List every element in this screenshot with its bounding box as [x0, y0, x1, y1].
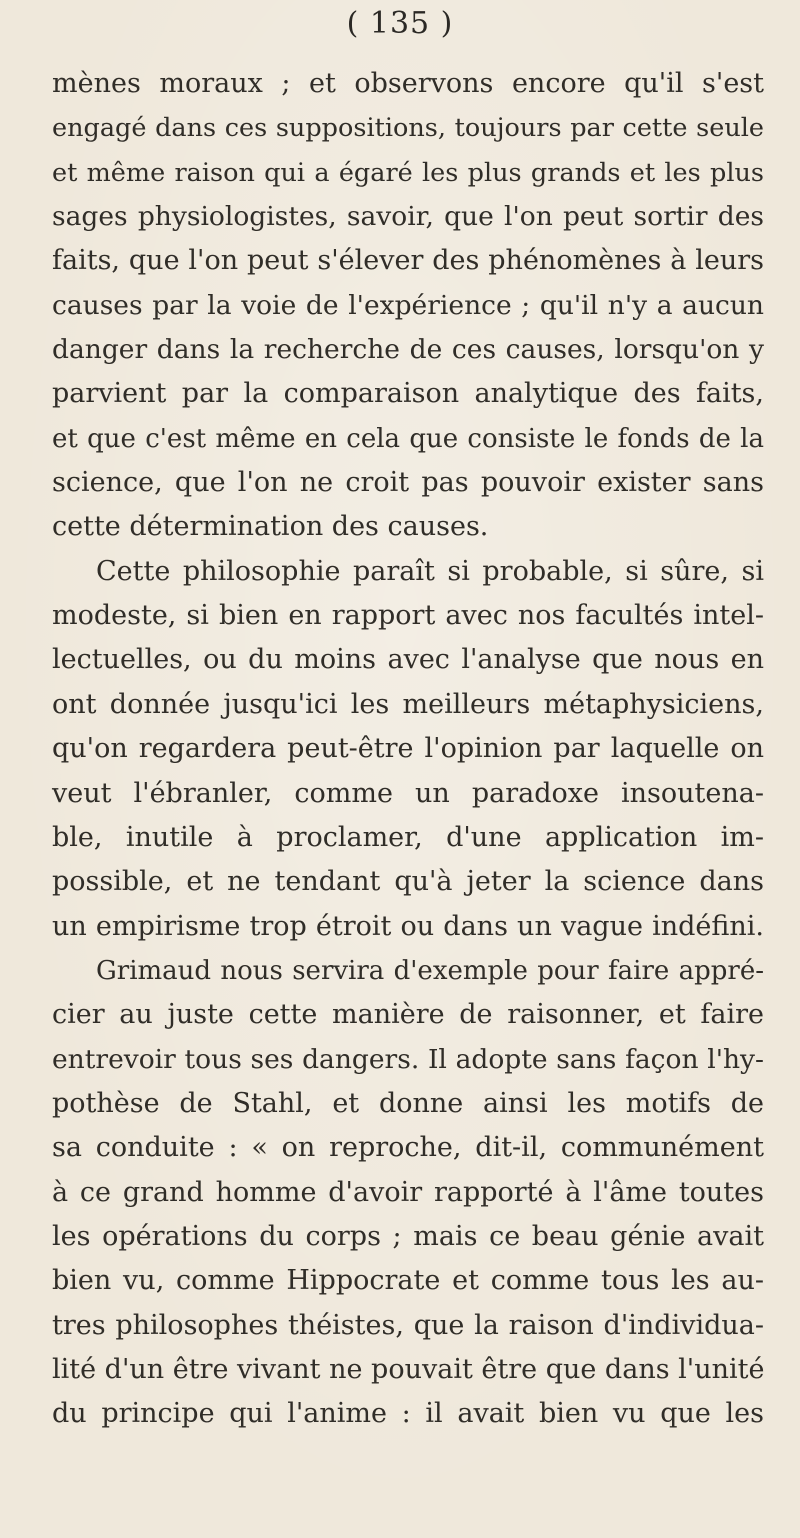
- text-line: cier au juste cette manière de raisonner, et faire: [52, 999, 764, 1031]
- text-line: cette détermination des causes.: [52, 511, 489, 543]
- text-line: Cette philosophie paraît si probable, si sûre, si: [96, 555, 764, 587]
- text-line: qu'on regardera peut-être l'opinion par laquelle on: [52, 733, 764, 765]
- text-line: science, que l'on ne croit pas pouvoir exister sans: [52, 467, 764, 499]
- text-line: engagé dans ces suppositions, toujours par cette seule: [52, 113, 764, 144]
- text-line: lité d'un être vivant ne pouvait être que dans l'unité: [52, 1353, 765, 1385]
- body-text: [52, 62, 764, 1437]
- text-line: et même raison qui a égaré les plus grands et les plus: [52, 157, 764, 188]
- page-number: ( 135 ): [346, 6, 454, 41]
- text-line: danger dans la recherche de ces causes, lorsqu'on y: [52, 334, 764, 366]
- text-line: bien vu, comme Hippocrate et comme tous les au-: [52, 1265, 764, 1297]
- text-line: ont donnée jusqu'ici les meilleurs métaphysiciens,: [52, 688, 764, 720]
- text-line: veut l'ébranler, comme un paradoxe insoutena-: [52, 777, 764, 809]
- text-line: possible, et ne tendant qu'à jeter la science dans: [52, 866, 764, 898]
- text-line: un empirisme trop étroit ou dans un vague indéfini.: [52, 910, 764, 942]
- text-line: ble, inutile à proclamer, d'une application im-: [52, 821, 764, 853]
- text-line: sa conduite : « on reproche, dit-il, communément: [52, 1132, 764, 1164]
- text-line: sages physiologistes, savoir, que l'on peut sortir des: [52, 201, 764, 233]
- text-line: pothèse de Stahl, et donne ainsi les motifs de: [52, 1087, 764, 1119]
- text-line: Grimaud nous servira d'exemple pour faire appré-: [96, 955, 764, 986]
- text-line: causes par la voie de l'expérience ; qu'il n'y a aucun: [52, 289, 764, 321]
- text-line: les opérations du corps ; mais ce beau génie avait: [52, 1220, 764, 1252]
- text-line: parvient par la comparaison analytique des faits,: [52, 378, 764, 410]
- text-line: du principe qui l'anime : il avait bien vu que les: [52, 1398, 764, 1430]
- text-line: et que c'est même en cela que consiste le fonds de la: [52, 423, 764, 454]
- text-line: entrevoir tous ses dangers. Il adopte sans façon l'hy-: [52, 1043, 764, 1075]
- text-line: tres philosophes théistes, que la raison d'individua-: [52, 1309, 764, 1341]
- text-line: à ce grand homme d'avoir rapporté à l'âme toutes: [52, 1176, 764, 1208]
- text-line: modeste, si bien en rapport avec nos facultés intel-: [52, 600, 764, 632]
- text-line: faits, que l'on peut s'élever des phénomènes à leurs: [52, 245, 764, 277]
- text-line: lectuelles, ou du moins avec l'analyse que nous en: [52, 644, 764, 676]
- text-line: mènes moraux ; et observons encore qu'il s'est: [52, 68, 764, 99]
